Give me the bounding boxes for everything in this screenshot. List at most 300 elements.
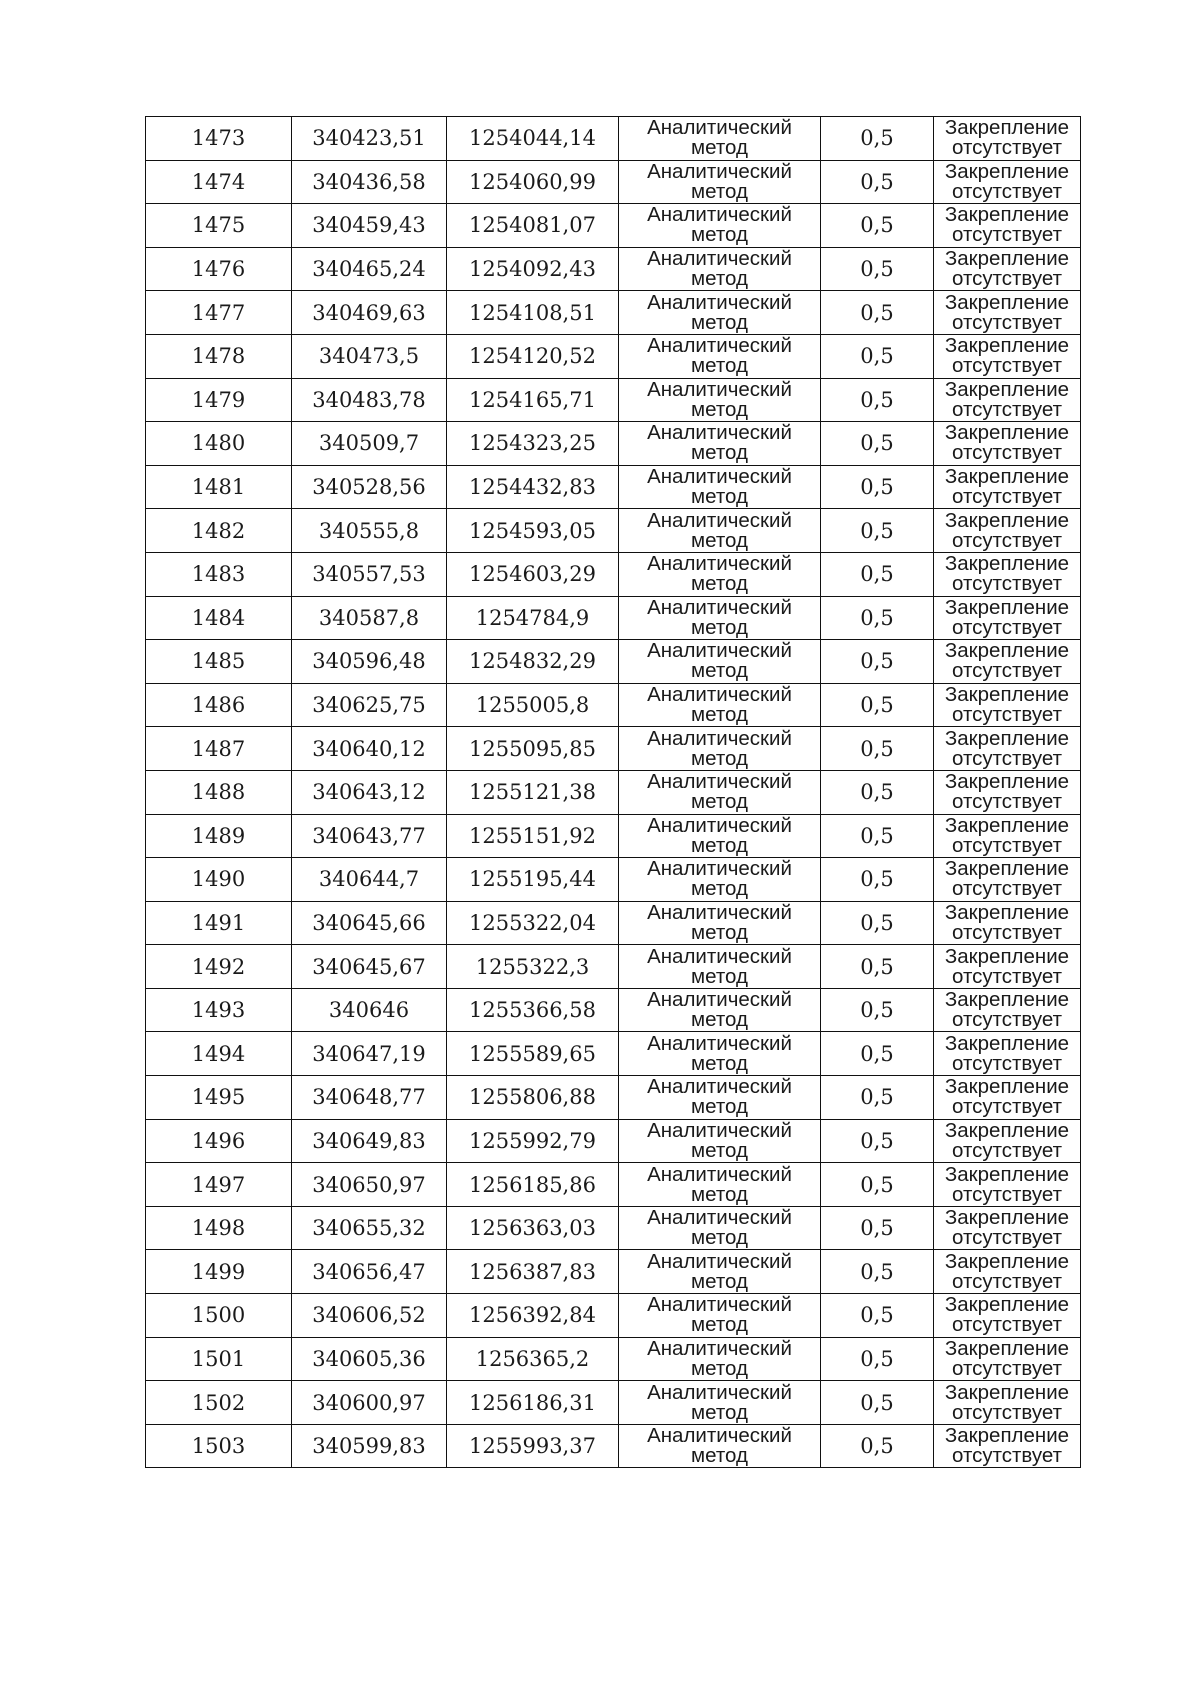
point-number-cell: 1474 [146,160,292,204]
x-coordinate-cell: 340625,75 [292,683,447,727]
point-number-cell: 1502 [146,1381,292,1425]
method-cell-line-1: Аналитический [647,1249,792,1273]
method-cell-line-2: метод [691,136,748,160]
point-number-cell: 1493 [146,988,292,1032]
method-cell [619,1294,821,1338]
fixation-cell-line-2: отсутствует [952,310,1062,334]
accuracy-cell: 0,5 [821,334,934,378]
accuracy-cell: 0,5 [821,509,934,553]
table-row [146,1381,1081,1425]
y-coordinate-cell: 1254120,52 [447,334,619,378]
method-cell [619,596,821,640]
table-row [146,291,1081,335]
point-number-cell: 1489 [146,814,292,858]
fixation-cell [934,945,1081,989]
x-coordinate-cell: 340645,66 [292,901,447,945]
fixation-cell-line-2: отсутствует [952,441,1062,465]
y-coordinate-cell: 1255005,8 [447,683,619,727]
table-row [146,640,1081,684]
x-coordinate-cell: 340509,7 [292,422,447,466]
method-cell-line-2: метод [691,397,748,421]
method-cell [619,204,821,248]
fixation-cell-line-2: отсутствует [952,615,1062,639]
method-cell-line-2: метод [691,964,748,988]
method-cell-line-2: метод [691,1138,748,1162]
method-cell [619,334,821,378]
method-cell-line-2: метод [691,1182,748,1206]
fixation-cell-line-2: отсутствует [952,877,1062,901]
fixation-cell [934,1206,1081,1250]
method-cell-line-1: Аналитический [647,1162,792,1186]
table-row [146,1163,1081,1207]
fixation-cell-line-1: Закрепление [944,552,1070,576]
method-cell-line-2: метод [691,1400,748,1424]
fixation-cell-line-2: отсутствует [952,833,1062,857]
method-cell [619,988,821,1032]
fixation-cell [934,247,1081,291]
method-cell [619,945,821,989]
accuracy-cell: 0,5 [821,1206,934,1250]
accuracy-cell: 0,5 [821,378,934,422]
table-row [146,117,1081,161]
method-cell-line-1: Аналитический [647,596,792,619]
accuracy-cell: 0,5 [821,1032,934,1076]
accuracy-cell: 0,5 [821,1163,934,1207]
method-cell [619,1032,821,1076]
method-cell [619,1381,821,1425]
table-row [146,160,1081,204]
table-row [146,596,1081,640]
fixation-cell [934,988,1081,1032]
table-row [146,1206,1081,1250]
table-row [146,1076,1081,1120]
accuracy-cell: 0,5 [821,1294,934,1338]
fixation-cell-line-1: Закрепление [944,1031,1070,1055]
accuracy-cell: 0,5 [821,1119,934,1163]
method-cell-line-2: метод [691,877,748,901]
fixation-cell [934,596,1081,640]
accuracy-cell: 0,5 [821,640,934,684]
fixation-cell-line-1: Закрепление [944,1075,1070,1099]
x-coordinate-cell: 340645,67 [292,945,447,989]
point-number-cell: 1483 [146,552,292,596]
method-cell-line-1: Аналитический [647,988,792,1012]
fixation-cell-line-1: Закрепление [944,1249,1070,1273]
point-number-cell: 1478 [146,334,292,378]
method-cell [619,1337,821,1381]
fixation-cell-line-2: отсутствует [952,920,1062,944]
x-coordinate-cell: 340606,52 [292,1294,447,1338]
table-row [146,1337,1081,1381]
method-cell [619,683,821,727]
accuracy-cell: 0,5 [821,727,934,771]
accuracy-cell: 0,5 [821,770,934,814]
x-coordinate-cell: 340587,8 [292,596,447,640]
y-coordinate-cell: 1255366,58 [447,988,619,1032]
y-coordinate-cell: 1256186,31 [447,1381,619,1425]
accuracy-cell: 0,5 [821,204,934,248]
fixation-cell [934,1381,1081,1425]
method-cell-line-1: Аналитический [647,203,792,227]
method-cell-line-1: Аналитический [647,1424,792,1448]
y-coordinate-cell: 1255121,38 [447,770,619,814]
table-row [146,1119,1081,1163]
accuracy-cell: 0,5 [821,291,934,335]
method-cell [619,727,821,771]
fixation-cell-line-2: отсутствует [952,1138,1062,1162]
method-cell-line-1: Аналитический [647,683,792,707]
y-coordinate-cell: 1256363,03 [447,1206,619,1250]
fixation-cell-line-2: отсутствует [952,179,1062,203]
y-coordinate-cell: 1255095,85 [447,727,619,771]
method-cell-line-2: метод [691,528,748,552]
fixation-cell-line-1: Закрепление [944,857,1070,881]
method-cell [619,291,821,335]
fixation-cell-line-2: отсутствует [952,790,1062,814]
method-cell-line-2: метод [691,1226,748,1250]
accuracy-cell: 0,5 [821,117,934,161]
fixation-cell-line-2: отсутствует [952,528,1062,552]
fixation-cell-line-1: Закрепление [944,203,1070,227]
table-row [146,727,1081,771]
fixation-cell-line-1: Закрепление [944,334,1070,358]
fixation-cell [934,465,1081,509]
method-cell-line-2: метод [691,659,748,683]
fixation-cell [934,1250,1081,1294]
y-coordinate-cell: 1254593,05 [447,509,619,553]
fixation-cell-line-2: отсутствует [952,354,1062,378]
point-number-cell: 1499 [146,1250,292,1294]
fixation-cell-line-1: Закрепление [944,596,1070,619]
coordinates-table [145,116,1081,1468]
method-cell-line-1: Аналитический [647,814,792,837]
x-coordinate-cell: 340473,5 [292,334,447,378]
x-coordinate-cell: 340465,24 [292,247,447,291]
method-cell-line-2: метод [691,615,748,639]
table-row [146,1294,1081,1338]
point-number-cell: 1496 [146,1119,292,1163]
fixation-cell [934,160,1081,204]
accuracy-cell: 0,5 [821,247,934,291]
method-cell-line-1: Аналитический [647,1075,792,1099]
x-coordinate-cell: 340644,7 [292,858,447,902]
table-row [146,465,1081,509]
method-cell [619,1163,821,1207]
fixation-cell-line-2: отсутствует [952,572,1062,596]
fixation-cell-line-1: Закрепление [944,465,1070,489]
fixation-cell-line-1: Закрепление [944,814,1070,837]
x-coordinate-cell: 340423,51 [292,117,447,161]
x-coordinate-cell: 340557,53 [292,552,447,596]
fixation-cell-line-2: отсутствует [952,485,1062,509]
method-cell-line-1: Аналитический [647,1119,792,1142]
x-coordinate-cell: 340528,56 [292,465,447,509]
point-number-cell: 1480 [146,422,292,466]
point-number-cell: 1479 [146,378,292,422]
method-cell-line-2: метод [691,179,748,203]
fixation-cell-line-2: отсутствует [952,964,1062,988]
fixation-cell-line-1: Закрепление [944,421,1070,445]
accuracy-cell: 0,5 [821,814,934,858]
point-number-cell: 1487 [146,727,292,771]
method-cell-line-1: Аналитический [647,552,792,576]
fixation-cell-line-1: Закрепление [944,726,1070,750]
method-cell-line-1: Аналитический [647,247,792,271]
point-number-cell: 1476 [146,247,292,291]
method-cell-line-1: Аналитический [647,1337,792,1360]
method-cell-line-2: метод [691,267,748,291]
method-cell-line-1: Аналитический [647,1293,792,1317]
fixation-cell [934,858,1081,902]
x-coordinate-cell: 340599,83 [292,1424,447,1468]
x-coordinate-cell: 340643,12 [292,770,447,814]
method-cell-line-2: метод [691,920,748,944]
fixation-cell [934,204,1081,248]
fixation-cell-line-2: отсутствует [952,1269,1062,1293]
fixation-cell-line-1: Закрепление [944,1119,1070,1142]
method-cell-line-1: Аналитический [647,1380,792,1404]
x-coordinate-cell: 340600,97 [292,1381,447,1425]
method-cell-line-1: Аналитический [647,160,792,183]
method-cell-line-1: Аналитический [647,334,792,358]
method-cell-line-2: метод [691,1008,748,1032]
method-cell-line-1: Аналитический [647,378,792,401]
method-cell-line-2: метод [691,310,748,334]
fixation-cell-line-2: отсутствует [952,703,1062,727]
fixation-cell [934,901,1081,945]
fixation-cell-line-2: отсутствует [952,1226,1062,1250]
fixation-cell-line-1: Закрепление [944,1337,1070,1360]
table-row [146,858,1081,902]
table-row [146,1250,1081,1294]
point-number-cell: 1475 [146,204,292,248]
point-number-cell: 1500 [146,1294,292,1338]
accuracy-cell: 0,5 [821,945,934,989]
method-cell-line-2: метод [691,1444,748,1468]
fixation-cell [934,378,1081,422]
y-coordinate-cell: 1254081,07 [447,204,619,248]
table-row [146,422,1081,466]
method-cell [619,858,821,902]
method-cell [619,1424,821,1468]
fixation-cell [934,1163,1081,1207]
fixation-cell-line-1: Закрепление [944,901,1070,924]
accuracy-cell: 0,5 [821,465,934,509]
method-cell [619,378,821,422]
point-number-cell: 1497 [146,1163,292,1207]
accuracy-cell: 0,5 [821,988,934,1032]
x-coordinate-cell: 340459,43 [292,204,447,248]
y-coordinate-cell: 1255992,79 [447,1119,619,1163]
fixation-cell-line-1: Закрепление [944,378,1070,401]
x-coordinate-cell: 340596,48 [292,640,447,684]
method-cell-line-1: Аналитический [647,901,792,924]
y-coordinate-cell: 1254603,29 [447,552,619,596]
method-cell-line-2: метод [691,746,748,770]
fixation-cell-line-2: отсутствует [952,1356,1062,1380]
fixation-cell-line-2: отсутствует [952,397,1062,421]
method-cell-line-2: метод [691,1051,748,1075]
fixation-cell [934,1424,1081,1468]
accuracy-cell: 0,5 [821,858,934,902]
fixation-cell-line-1: Закрепление [944,988,1070,1012]
method-cell-line-1: Аналитический [647,1206,792,1230]
method-cell [619,1206,821,1250]
fixation-cell-line-1: Закрепление [944,1293,1070,1317]
method-cell-line-2: метод [691,1356,748,1380]
method-cell-line-2: метод [691,441,748,465]
x-coordinate-cell: 340648,77 [292,1076,447,1120]
fixation-cell [934,727,1081,771]
fixation-cell [934,509,1081,553]
table-body [146,117,1081,1468]
table-row [146,770,1081,814]
method-cell-line-2: метод [691,833,748,857]
fixation-cell-line-1: Закрепление [944,1206,1070,1230]
y-coordinate-cell: 1254165,71 [447,378,619,422]
table-row [146,334,1081,378]
fixation-cell [934,1294,1081,1338]
point-number-cell: 1473 [146,117,292,161]
accuracy-cell: 0,5 [821,683,934,727]
method-cell [619,422,821,466]
point-number-cell: 1484 [146,596,292,640]
table-row [146,204,1081,248]
method-cell-line-1: Аналитический [647,944,792,968]
x-coordinate-cell: 340656,47 [292,1250,447,1294]
table-row [146,552,1081,596]
point-number-cell: 1490 [146,858,292,902]
fixation-cell-line-1: Закрепление [944,1162,1070,1186]
point-number-cell: 1477 [146,291,292,335]
y-coordinate-cell: 1256387,83 [447,1250,619,1294]
y-coordinate-cell: 1255151,92 [447,814,619,858]
point-number-cell: 1481 [146,465,292,509]
y-coordinate-cell: 1255589,65 [447,1032,619,1076]
method-cell-line-2: метод [691,703,748,727]
method-cell-line-1: Аналитический [647,639,792,663]
fixation-cell-line-2: отсутствует [952,1444,1062,1468]
fixation-cell-line-2: отсутствует [952,1051,1062,1075]
table-row [146,1424,1081,1468]
y-coordinate-cell: 1254832,29 [447,640,619,684]
fixation-cell [934,291,1081,335]
y-coordinate-cell: 1255195,44 [447,858,619,902]
y-coordinate-cell: 1254108,51 [447,291,619,335]
method-cell [619,1119,821,1163]
fixation-cell [934,683,1081,727]
accuracy-cell: 0,5 [821,1076,934,1120]
table-row [146,1032,1081,1076]
fixation-cell [934,117,1081,161]
table-row [146,814,1081,858]
fixation-cell-line-1: Закрепление [944,770,1070,794]
y-coordinate-cell: 1255322,04 [447,901,619,945]
y-coordinate-cell: 1255806,88 [447,1076,619,1120]
method-cell [619,901,821,945]
method-cell-line-1: Аналитический [647,857,792,881]
method-cell-line-2: метод [691,1313,748,1337]
fixation-cell [934,1076,1081,1120]
fixation-cell-line-1: Закрепление [944,508,1070,532]
method-cell [619,640,821,684]
x-coordinate-cell: 340650,97 [292,1163,447,1207]
fixation-cell-line-1: Закрепление [944,290,1070,314]
fixation-cell-line-2: отсутствует [952,223,1062,247]
table-row [146,509,1081,553]
method-cell [619,770,821,814]
y-coordinate-cell: 1256185,86 [447,1163,619,1207]
fixation-cell-line-1: Закрепление [944,160,1070,183]
fixation-cell [934,770,1081,814]
method-cell-line-2: метод [691,354,748,378]
table-row [146,901,1081,945]
fixation-cell-line-1: Закрепление [944,639,1070,663]
accuracy-cell: 0,5 [821,552,934,596]
method-cell-line-1: Аналитический [647,726,792,750]
point-number-cell: 1488 [146,770,292,814]
y-coordinate-cell: 1254784,9 [447,596,619,640]
fixation-cell-line-2: отсутствует [952,136,1062,160]
fixation-cell [934,1337,1081,1381]
point-number-cell: 1494 [146,1032,292,1076]
method-cell-line-2: метод [691,790,748,814]
fixation-cell-line-2: отсутствует [952,1182,1062,1206]
accuracy-cell: 0,5 [821,1250,934,1294]
x-coordinate-cell: 340605,36 [292,1337,447,1381]
fixation-cell-line-1: Закрепление [944,944,1070,968]
y-coordinate-cell: 1254432,83 [447,465,619,509]
accuracy-cell: 0,5 [821,1424,934,1468]
method-cell-line-1: Аналитический [647,421,792,445]
fixation-cell-line-1: Закрепление [944,683,1070,707]
fixation-cell-line-1: Закрепление [944,1424,1070,1448]
y-coordinate-cell: 1254044,14 [447,117,619,161]
method-cell-line-1: Аналитический [647,508,792,532]
fixation-cell-line-2: отсутствует [952,1313,1062,1337]
y-coordinate-cell: 1255322,3 [447,945,619,989]
x-coordinate-cell: 340483,78 [292,378,447,422]
x-coordinate-cell: 340643,77 [292,814,447,858]
point-number-cell: 1492 [146,945,292,989]
method-cell [619,1250,821,1294]
fixation-cell [934,1119,1081,1163]
y-coordinate-cell: 1255993,37 [447,1424,619,1468]
fixation-cell [934,552,1081,596]
fixation-cell [934,814,1081,858]
method-cell-line-2: метод [691,485,748,509]
method-cell-line-1: Аналитический [647,116,792,140]
accuracy-cell: 0,5 [821,901,934,945]
x-coordinate-cell: 340469,63 [292,291,447,335]
method-cell [619,552,821,596]
method-cell [619,465,821,509]
method-cell [619,1076,821,1120]
y-coordinate-cell: 1254323,25 [447,422,619,466]
point-number-cell: 1486 [146,683,292,727]
accuracy-cell: 0,5 [821,160,934,204]
method-cell [619,814,821,858]
accuracy-cell: 0,5 [821,1381,934,1425]
x-coordinate-cell: 340655,32 [292,1206,447,1250]
point-number-cell: 1482 [146,509,292,553]
fixation-cell-line-1: Закрепление [944,247,1070,271]
y-coordinate-cell: 1256392,84 [447,1294,619,1338]
method-cell-line-2: метод [691,223,748,247]
table-row [146,683,1081,727]
point-number-cell: 1501 [146,1337,292,1381]
fixation-cell-line-2: отсутствует [952,659,1062,683]
